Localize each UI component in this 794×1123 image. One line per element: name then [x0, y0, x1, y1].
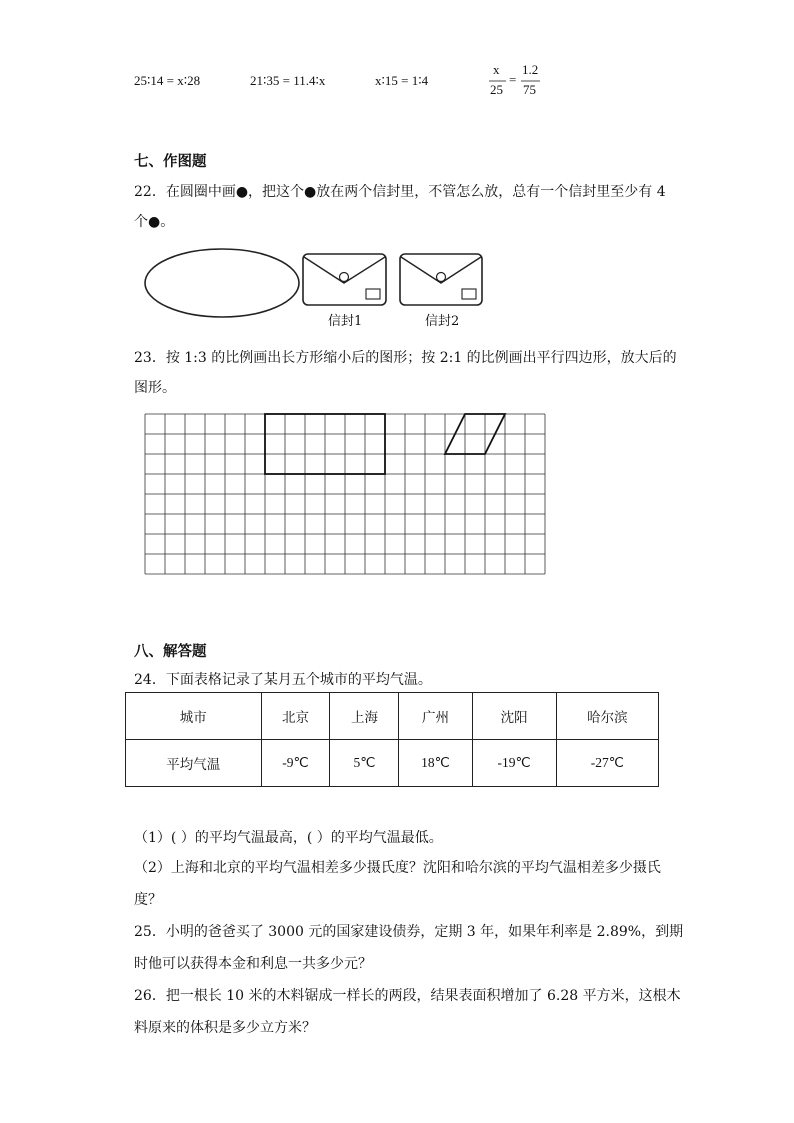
equation-2: 21∶35 = 11.4∶x: [250, 73, 326, 88]
table-cell: 平均气温: [126, 740, 262, 787]
fraction-bars: [488, 62, 548, 102]
question-23-line-2: 图形。: [134, 380, 176, 396]
equation-3: x∶15 = 1∶4: [375, 73, 429, 88]
envelope-2-icon: [400, 254, 482, 305]
table-header-row: [126, 693, 659, 740]
question-26-line-1: 26．把一根长 10 米的木料锯成一样长的两段，结果表面积增加了 6.28 平方米，这根木: [134, 988, 681, 1004]
fraction-equals: =: [509, 72, 517, 87]
table-row: [126, 740, 659, 787]
question-25-line-2: 时他可以获得本金和利息一共多少元？: [134, 956, 372, 972]
fraction-right-numerator: 1.2: [522, 62, 539, 77]
fraction-right-denominator: 75: [523, 82, 536, 97]
table-cell: 哈尔滨: [556, 693, 658, 740]
section-7-title: 七、作图题: [134, 154, 207, 170]
drawing-grid: [144, 413, 548, 577]
table-cell: -9℃: [261, 740, 330, 787]
envelope-2-label: 信封2: [425, 314, 460, 329]
question-22-line-1: 22．在圆圈中画●，把这个●放在两个信封里，不管怎么放，总有一个信封里至少有 4: [134, 184, 666, 200]
table-cell: 沈阳: [472, 693, 556, 740]
grid-lines: [145, 414, 545, 574]
table-cell: 5℃: [330, 740, 399, 787]
question-23-line-1: 23．按 1:3 的比例画出长方形缩小后的图形；按 2:1 的比例画出平行四边形，放大后的: [134, 350, 677, 366]
table-cell: -19℃: [472, 740, 556, 787]
table-cell: 城市: [126, 693, 262, 740]
fraction-left-denominator: 25: [490, 82, 503, 97]
question-25-line-1: 25．小明的爸爸买了 3000 元的国家建设债券，定期 3 年，如果年利率是 2.89%，到期: [134, 924, 684, 940]
table-cell: 广州: [399, 693, 472, 740]
question-24-part-2-line-2: 度？: [134, 892, 162, 908]
table-cell: 北京: [261, 693, 330, 740]
equation-1: 25∶14 = x∶28: [134, 73, 201, 88]
table-cell: 18℃: [399, 740, 472, 787]
table-cell: 上海: [330, 693, 399, 740]
question-24-part-2-line-1: （2）上海和北京的平均气温相差多少摄氏度？沈阳和哈尔滨的平均气温相差多少摄氏: [134, 860, 661, 876]
question-24: 24．下面表格记录了某月五个城市的平均气温。: [134, 672, 432, 688]
envelope-1-icon: [303, 254, 386, 305]
question-24-part-1: （1）( ）的平均气温最高，( ）的平均气温最低。: [134, 830, 443, 846]
equation-4-fraction: [488, 62, 548, 102]
fraction-left-numerator: x: [493, 62, 500, 77]
question-22-line-2: 个●。: [134, 214, 175, 230]
temperature-table: [125, 692, 659, 787]
section-8-title: 八、解答题: [134, 644, 207, 660]
question-26-line-2: 料原来的体积是多少立方米？: [134, 1020, 316, 1036]
circle-ellipse: [145, 249, 299, 317]
table-cell: -27℃: [556, 740, 658, 787]
envelope-1-label: 信封1: [328, 314, 363, 329]
